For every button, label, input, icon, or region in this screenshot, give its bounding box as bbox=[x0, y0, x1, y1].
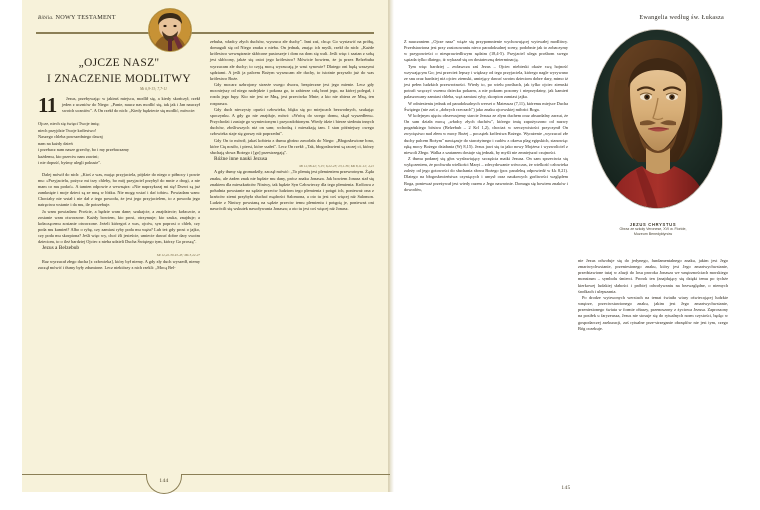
left-column-1 bbox=[38, 93, 200, 271]
chapter-title-reference: Mt 6,9-13; 7,7-11 bbox=[140, 87, 167, 91]
page-gutter-shadow bbox=[388, 0, 394, 492]
page-number-right: 145 bbox=[561, 485, 571, 491]
running-head-left bbox=[38, 14, 116, 21]
artwork-caption-line-1: Obraz ze szkoły Veronese, XVI w. Floride, bbox=[619, 227, 687, 231]
paragraph: nie Jezus odwołuje się do jedynego, fundamentalnego znaku, jakim jest Jego zmartwychwstanie, przeniesionego znaku, który jest Jego zmartwychwstanie, przedstawione tutaj w aluzji do losu proroka Jonasza we wnętrznościach morskiego monstrum – symbolu śmierci. Prorok ten (znajdujący się dzięki temu po tychże kierkowej ludzkiej słabości i próbie) odwoływaniu na bezwzględne, o niemych środkach i ulepszania. bbox=[578, 258, 728, 294]
artwork-caption bbox=[578, 222, 728, 237]
subheading-rozne-inne-nauki-jezusa: Różne inne nauki Jezusa bbox=[214, 155, 268, 162]
running-head-left-section: NOWY TESTAMENT bbox=[55, 14, 116, 21]
right-column-1 bbox=[404, 39, 568, 193]
paragraph: W kolejnym ujęciu obserwujemy starcie Jezusa ze złym duchem oraz absurdalny zarzut, że On sam działa mocą „władcy złych duchów", którego imię zapożyczono od nazwy pogańskiego bóstwa (Belzebub – 2 Krl 1,2), chociaż w rzeczywistości przyczynił On zwycięstwo nad złem w mocy Bożej – początek królestwa Bożego. Wyrażenie „wyrzucać złe duchy palcem Bożym" nawiązuje do starożytnego i cudów z okresu plag egipskich, stanowiąc ręką mocy Bożego działania (Wj 8,15). Jezus jawi się tu jako nowy Mojżesz i wyzwoliciel z niewoli Złego. Walka z szatanem dostaje się jednak, by myśli nie zmniejszać czujności. bbox=[404, 112, 568, 155]
prayer-line: i nie dopuść, byśmy ulegli pokusie". bbox=[38, 160, 102, 166]
left-column-2 bbox=[210, 39, 374, 213]
medallion-evangelist-icon bbox=[148, 8, 192, 52]
scripture-reference: Mt 12,38-42; 5,15; 6,22-23; 23,1-36; Mk 8,11-12; 4,21 bbox=[299, 163, 374, 168]
paragraph: W odniesieniu jednak od paradoksalnych werset o Mateusza (7,11), któremu miejsce Ducha Świętego (nie zaś o „dobrych rzeczach") jako znaku ojcowskiej miłości Boga. bbox=[404, 100, 568, 112]
paragraph: Po drodze wytrwonych werstach na temat światła wiary oświecającej ludzkie wnętrze, przeciwstawionego znaku, jakim jest Jego zmartwychwstanie, przeniesionego świata w formie ołtarzy, przenoszony z życiowa Jezusa. Zaproszony na posiłek u faryzeusza, Jezus nie stosuje się do rytualnych norm czystości, będąc w gospodarczej asekuracji, zaś rytualne prze-strzeganie obrzędów nie jest tym, czego Bóg oczekuje. bbox=[578, 294, 728, 331]
running-head-right: Ewangelia według św. Łukasza bbox=[639, 14, 724, 21]
paragraph: Jezus, przebywając w jakimś miejscu, modlił się, a kiedy skończył, rzekł jeden z uczniów do Niego: „Panie, naucz nas modlić się, tak jak i Jan nauczył swoich uczniów". A On rzekł do nich: „Kiedy będziecie się modlić, mówcie: bbox=[62, 96, 200, 114]
chapter-title-line-2: I ZNACZENIE MODLITWY bbox=[47, 72, 191, 85]
paragraph: Ja wam powiadam: Proście, a będzie wam dane; szukajcie, a znajdziecie; kołaczcie, a zostanie wam otworzone. Każdy bowiem, kto prosi, otrzymuje; kto szuka, znajduje; a kołaczącemu zostanie otworzone. Jeżeli któregoś z was, ojców, syn poprosi o chleb, czy poda mu kamień? Albo o rybę, czy zamiast ryby poda mu węża? Lub też gdy prosi o jajko, czy poda mu skorpiona? Jeśli więc wy, choć źli jesteście, umiecie dawać dobre dary swoim dzieciom, to o ileż bardziej Ojciec z nieba udzieli Ducha Świętego tym, którzy Go proszą". bbox=[38, 208, 200, 245]
paragraph: Z nauczaniem „Ojcze nasz" wiąże się przypomnienie wychowującej wytrwałej modlitwy. Przedstawiona jest przy zastosowaniu nieco paradoksalnej sceny, podobnie jak to zobaczymy w przypowieści o niesprawiedliwym sędzim (18,4-5). Przyjaciel ulega prośbom swego sąsiada tylko dlatego, iż wykazał się on dostateczną determinacją. bbox=[404, 39, 568, 63]
chapter-title-line-1: „OJCZE NASZ" bbox=[78, 57, 160, 69]
lords-prayer-block bbox=[38, 121, 200, 167]
prayer-line: niech przyjdzie Twoje królestwo! bbox=[38, 127, 97, 133]
paragraph: Gdy duch nieczysty opuści człowieka, błąka się po miejscach bezwodnych, szukając spoczynku. A gdy go nie znajduje, mówi: »Wrócę do swego domu, skąd wyszedłem«. Przychodzi i zastaje go wymiecionym i przyozdobionym. Wtedy idzie i bierze siedmiu innych duchów, złośliwszych niż on sam; wchodzą i mieszkają tam. I stan późniejszy owego człowieka staje się gorszy niż poprzedni". bbox=[210, 106, 374, 137]
prayer-line: nam na każdy dzień bbox=[38, 140, 73, 146]
chapter-title bbox=[38, 56, 200, 87]
jesus-christ-portrait bbox=[592, 30, 722, 208]
artwork-frame bbox=[592, 30, 722, 208]
artwork-caption-title: JEZUS CHRYSTUS bbox=[629, 222, 677, 227]
prayer-line: i przebacz nam nasze grzechy, bo i my przebaczamy bbox=[38, 147, 130, 153]
subheading-jezus-a-belzebub: Jezus a Belzebub bbox=[42, 245, 80, 252]
artwork-caption-line-2: Muzeum Benedyktynów bbox=[633, 232, 673, 237]
paragraph: Gdy mocarz uzbrojony strzeże swego dworu, bezpieczne jest jego mienie. Lecz gdy mocniejszy od niego nadejdzie i pokona go, to zabierze całą broń jego, na której polegał, i rozda jego łupy. Kto nie jest ze Mną, jest przeciwko Mnie; a kto nie zbiera ze Mną, ten rozprasza. bbox=[210, 82, 374, 106]
prayer-line: Naszego chleba powszedniego dawaj bbox=[38, 134, 103, 140]
page-number-left: 144 bbox=[159, 478, 169, 484]
paragraph: Raz wyrzucał złego ducha [z człowieka], który był niemy. A gdy zły duch wyszedł, niemy zaczął mówić i tłumy były zdumione. Lecz niektórzy z nich rzekli: „Mocą Bel- bbox=[38, 258, 200, 271]
paragraph: A gdy tłumy się gromadziły, zaczął mówić: „To plemię jest plemieniem przewrotnym. Żąda znaku, ale żaden znak nie będzie mu dany, prócz znaku Jonasza. Jak bowiem Jonasz stał się znakiem dla mieszkańców Niniwy, tak będzie Syn Człowieczy dla tego plemienia. Królowa z południa powstanie na sądzie przeciw ludziom tego plemienia i potępi ich, ponieważ ona z krańców ziemi przybyła słuchać mądrości Salomona, a oto tu jest coś więcej niż Salomon. Ludzie z Niniwy powstaną na sądzie przeciw temu plemieniu i potępią je, ponieważ oni nawrócili się wskutek nawoływania Jonasza; a oto tu jest coś więcej niż Jonasz. bbox=[210, 169, 374, 212]
prayer-line: każdemu, kto przeciw nam zawini; bbox=[38, 153, 99, 159]
chapter-number: 11 bbox=[38, 93, 57, 117]
paragraph: zebuba, władcy złych duchów, wyrzuca złe duchy". Inni zaś, chcąc Go wystawić na próbę, domagali się od Niego znaku z nieba. On jednak, znając ich myśli, rzekł do nich: „Każde królestwo wewnętrznie skłócone pustoszeje i dom na dom się wali. Jeśli więc i szatan z sobą jest skłócony, jakże się ostoi jego królestwo? Mówicie bowiem, że ja przez Belzebuba wyrzucam złe duchy; to czyją mocą wyrzucają je wasi synowie? Dlatego oni będą waszymi sędziami. A jeśli ja palcem Bożym wyrzucam złe duchy, to istotnie przyszło już do was królestwo Boże. bbox=[210, 39, 374, 81]
paragraph: Tym więc bardziej – zwłaszcza zaś Jezus – Ojciec niebieski okaże swą hojność wzywającym Go; jest przecież lepszy i większy od tego przyjaciela, którego nagle wyrywano ze snu oraz bardziej niż ojciec ziemski, umiejący dawać swoim dzieciom dobre dary, mimo iż jest pełen ludzkich przewrotności. Wtedy to, po wielu prośbach, jak tylko ojciec ziemski potrafi wręczyć swemu dziecku pokarm, a nie pokarm pozorny i nieprzydatny, jak kamień palaszowany zamiast chleba, wąż zamiast ryby, skorpion zamiast jajka. bbox=[404, 63, 568, 100]
scripture-reference: Mt 12,22-30.43-45; Mk 3,22-27 bbox=[156, 253, 200, 258]
running-head-left-book: Biblia. bbox=[38, 15, 54, 21]
right-column-2 bbox=[578, 258, 728, 332]
prayer-line: Ojcze, niech się święci Twoje imię; bbox=[38, 121, 100, 126]
header-rule bbox=[36, 32, 374, 34]
paragraph: Z tłumu podanej się głos wysławiający szczęścia matki Jezusa. On sam sprzeciwia się wyłączeniem, że pochwała wielkości Maryi – zdecydowanie wówczas, że wielkość człowieka zależy od jego gotowości do słuchania słowa Bożego (por. paralelną odpowiedź w Łk 8,21). Dlatego na błogosławieństwa czyniących i umysł oraz naukowych gorliwości względem Boga, ponieważ przeżywał jest wtedy razem z Jego nawrotnie. Domaga się bowiem znaków i dowodów, bbox=[404, 155, 568, 192]
paragraph: Dalej mówił do nich: „Ktoś z was, mając przyjaciela, pójdzie do niego o północy i powie mu: »Przyjacielu, pożycz mi trzy chleby, bo mój przyjaciel przybył do mnie z drogi, a nie mam co mu podać«. A tamten odpowie z wewnątrz: »Nie naprzykrzaj mi się! Drzwi są już zamknięte i moje dzieci są ze mną w łóżku. Nie mogę wstać i dać tobie«. Powiadam wam: Chociaby nie wstał i nie dał z tego powodu, że jest jego przyjacielem, to z powodu jego natręctwa wstanie i da mu, ile potrzebuje. bbox=[38, 171, 200, 208]
paragraph: Gdy On to mówił, jakaś kobieta z tłumu głośno zawołała do Niego: „Błogosławione łono, które Cię nosiło, i piersi, które ssałeś". Lecz On rzekł: „Tak, błogosławieni są raczej ci, którzy słuchają słowa Bożego i [go] przestrzegają". bbox=[210, 137, 374, 155]
footer-rule-left bbox=[22, 474, 390, 475]
